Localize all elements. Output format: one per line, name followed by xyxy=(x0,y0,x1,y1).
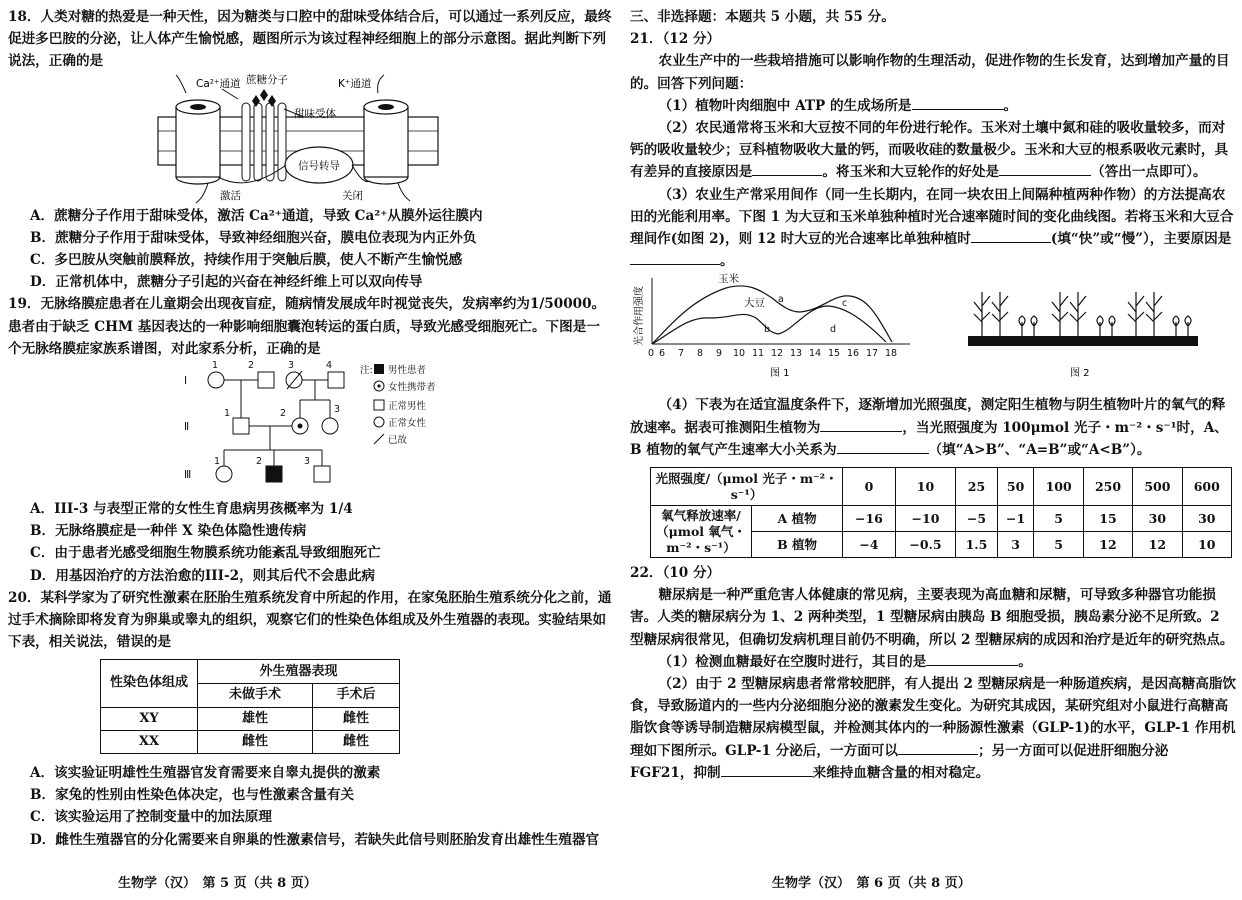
x-tick-label: 17 xyxy=(866,348,879,360)
table-cell: −0.5 xyxy=(895,532,956,558)
q19-option-a: A．III-3 与表型正常的女性生育患病男孩概率为 1/4 xyxy=(30,501,353,518)
x-tick-label: 9 xyxy=(716,348,723,360)
q21-p2-mid: 。将玉米和大豆轮作的好处是 xyxy=(822,164,1000,181)
q19-pedigree xyxy=(8,360,613,498)
pedigree-number: 4 xyxy=(326,360,333,372)
label-receptor: 甜味受体 xyxy=(294,107,336,120)
fig1-point: d xyxy=(830,324,837,336)
x-tick-label: 12 xyxy=(771,348,784,360)
pedigree-number: 1 xyxy=(212,360,219,372)
answer-blank[interactable] xyxy=(898,740,978,755)
q18-figure xyxy=(8,73,613,205)
table-cell: 雌性 xyxy=(313,707,400,730)
q21-part1 xyxy=(630,95,1236,117)
label-activate: 激活 xyxy=(220,189,241,202)
light-value: 250 xyxy=(1083,468,1132,506)
legend-affected-male: 男性患者 xyxy=(388,365,427,377)
q22-p1-text: （1）检测血糖最好在空腹时进行，其目的是 xyxy=(658,653,927,670)
table-cell: 5 xyxy=(1034,532,1083,558)
q19-option-c: C．由于患者光感受细胞生物膜系统功能紊乱导致细胞死亡 xyxy=(30,545,381,562)
gen-label: Ⅰ xyxy=(184,375,188,388)
q20-option-d: D．雌性生殖器官的分化需要来自卵巢的性激素信号，若缺失此信号则胚胎发育出雄性生殖器官 xyxy=(30,831,600,848)
answer-blank[interactable] xyxy=(999,161,1091,176)
row-label: A 植物 xyxy=(752,506,843,532)
table-cell: 30 xyxy=(1182,506,1231,532)
label-k-channel: K⁺通道 xyxy=(338,77,372,90)
table-cell: 3 xyxy=(997,532,1034,558)
label-close: 关闭 xyxy=(342,189,363,202)
figure-1-and-2 xyxy=(630,272,1236,394)
q21-part2 xyxy=(630,117,1236,184)
x-tick-label: 10 xyxy=(733,348,746,360)
x-tick-label: 18 xyxy=(885,348,898,360)
q19-option-d: D．用基因治疗的方法治愈的III-2，则其后代不会患此病 xyxy=(30,567,376,584)
th-o2: 氧气释放速率/（μmol 氧气・m⁻²・s⁻¹） xyxy=(651,506,752,558)
table-cell: −16 xyxy=(843,506,896,532)
th-composition: 性染色体组成 xyxy=(101,660,198,707)
x-tick-label: 16 xyxy=(847,348,860,360)
q21-intro: 农业生产中的一些栽培措施可以影响作物的生理活动，促进作物的生长发育，达到增加产量的目的。回答下列问题： xyxy=(630,53,1230,92)
fig1-caption: 图 1 xyxy=(770,368,790,380)
th-external: 外生殖器表现 xyxy=(198,660,400,684)
th-no-surgery: 未做手术 xyxy=(198,684,313,707)
q18-option-b: B．蔗糖分子作用于甜味受体，导致神经细胞兴奋，膜电位表现为内正外负 xyxy=(30,229,477,246)
light-value: 50 xyxy=(997,468,1034,506)
answer-blank[interactable] xyxy=(721,762,813,777)
table-cell: XY xyxy=(101,707,198,730)
q19-stem: 19．无脉络膜症患者在儿童期会出现夜盲症，随病情发展成年时视觉丧失，发病率约为1/50000。患者由于缺乏 CHM 基因表达的一种影响细胞囊泡转运的蛋白质，导致光感受细胞死亡。下图是一个无脉络膜症家族系谱图，对此家系分析，正确的是 xyxy=(8,296,606,357)
q18-option-d: D．正常机体中，蔗糖分子引起的兴奋在神经纤维上可以双向传导 xyxy=(30,274,423,291)
label-ca-channel: Ca²⁺通道 xyxy=(196,77,241,90)
q21-p1-end: 。 xyxy=(1003,97,1018,114)
table-cell: 12 xyxy=(1133,532,1182,558)
fig2-caption: 图 2 xyxy=(1070,368,1090,380)
q21-p3-mid: (填“快”或“慢”），主要原因是 xyxy=(1050,231,1232,248)
q21-figures xyxy=(630,272,1236,394)
x-tick-label: 15 xyxy=(828,348,841,360)
q22-head: 22．（10 分） xyxy=(630,565,721,582)
light-value: 10 xyxy=(895,468,956,506)
q20-option-a: A．该实验证明雄性生殖器官发育需要来自睾丸提供的激素 xyxy=(30,765,381,782)
q21-p4-end: （填“A>B”、“A=B”或“A<B”）。 xyxy=(928,441,1151,458)
q22-part1 xyxy=(630,651,1236,673)
answer-blank[interactable] xyxy=(837,439,929,454)
light-value: 500 xyxy=(1133,468,1182,506)
legend-normal-female: 正常女性 xyxy=(388,418,427,430)
fig1-point: a xyxy=(778,294,784,306)
q21-p4-mid: ，当光照强度为 100μmol 光子・m⁻²・s⁻¹时，A、B 植物的氧气产生速率大小关系为 xyxy=(630,419,1228,458)
light-value: 600 xyxy=(1182,468,1231,506)
q22-p2-text: （2）由于 2 型糖尿病患者常常较肥胖，有人提出 2 型糖尿病是一种肠道疾病，是因高糖高脂饮食，导致肠道内的一些内分泌细胞分泌的激素发生变化。为研究其成因，某研究组对小鼠进行高糖高脂饮食等诱导制造糖尿病模型鼠，并检测其体内的一种肠源性激素（GLP-1)的水平，GLP-1 作用机理如下图所示。GLP-1 分泌后，一方面可以 xyxy=(630,676,1237,759)
table-cell: 12 xyxy=(1083,532,1132,558)
q20-table xyxy=(100,659,400,754)
q21-part4 xyxy=(630,394,1236,461)
label-signal: 信号转导 xyxy=(298,159,340,172)
gen-label: Ⅱ xyxy=(184,421,190,434)
pedigree-number: 3 xyxy=(288,360,295,372)
row-label: B 植物 xyxy=(752,532,843,558)
light-value: 25 xyxy=(956,468,997,506)
left-page xyxy=(8,6,613,851)
section-heading: 三、非选择题：本题共 5 小题，共 55 分。 xyxy=(630,9,895,25)
q21-part3 xyxy=(630,184,1236,273)
q21-table-wrap xyxy=(630,461,1236,562)
fig1-point: b xyxy=(764,324,771,336)
q20-table-wrap xyxy=(8,653,613,762)
x-tick-label: 14 xyxy=(809,348,822,360)
pedigree-number: 1 xyxy=(224,408,231,420)
legend-title: 注: xyxy=(360,365,373,377)
gen-label: Ⅲ xyxy=(184,469,192,482)
legend-carrier-female: 女性携带者 xyxy=(388,382,436,394)
table-cell: 雌性 xyxy=(313,730,400,753)
q22-p2-end: 来维持血糖含量的相对稳定。 xyxy=(812,764,990,781)
table-cell: 雄性 xyxy=(198,707,313,730)
fig1-label-soy: 大豆 xyxy=(744,297,765,310)
q21-p1-text: （1）植物叶肉细胞中 ATP 的生成场所是 xyxy=(658,97,912,114)
x-tick-label: 7 xyxy=(678,348,685,360)
neuron-membrane-diagram xyxy=(8,73,613,205)
q18-stem: 18．人类对糖的热爱是一种天性，因为糖类与口腔中的甜味受体结合后，可以通过一系列反应，最终促进多巴胺的分泌，让人体产生愉悦感，题图所示为该过程神经细胞上的部分示意图。据此判断下列说法，正确的是 xyxy=(8,9,612,70)
answer-blank[interactable] xyxy=(752,161,822,176)
table-cell: XX xyxy=(101,730,198,753)
answer-blank[interactable] xyxy=(820,417,902,432)
x-tick-label: 6 xyxy=(659,348,666,360)
pedigree-number: 2 xyxy=(248,360,255,372)
table-cell: 1.5 xyxy=(956,532,997,558)
answer-blank[interactable] xyxy=(630,250,720,265)
legend-deceased: 已故 xyxy=(388,435,408,447)
table-cell: 10 xyxy=(1182,532,1231,558)
x-tick-label: 8 xyxy=(697,348,704,360)
q21-head: 21．（12 分） xyxy=(630,31,721,48)
pedigree-number: 2 xyxy=(280,408,287,420)
q21-p2-text: （2）农民通常将玉米和大豆按不同的年份进行轮作。玉米对土壤中氮和硅的吸收量较多，而对钙的吸收量较少；豆科植物吸收大量的钙，而吸收硅的数量极少。玉米和大豆的根系吸收元素时，具有差异的直接原因是 xyxy=(630,120,1229,181)
fig1-ylabel: 光合作用强度 xyxy=(634,286,645,347)
pedigree-number: 3 xyxy=(304,456,311,468)
right-page xyxy=(630,6,1236,784)
q18-option-c: C．多巴胺从突触前膜释放，持续作用于突触后膜，使人不断产生愉悦感 xyxy=(30,252,463,269)
q21-p3-end: 。 xyxy=(720,253,734,270)
q22-p2-mid: ；另一方面可以促进肝细胞分泌 FGF21，抑制 xyxy=(630,742,1169,781)
table-cell: −10 xyxy=(895,506,956,532)
q20-stem: 20．某科学家为了研究性激素在胚胎生殖系统发育中所起的作用，在家兔胚胎生殖系统分化之前，通过手术摘除即将发育为卵巢或睾丸的组织，观察它们的性染色体组成及外生殖器的表现。实验结果如下表，相关说法，错误的是 xyxy=(8,589,612,651)
pedigree-number: 3 xyxy=(334,404,341,416)
x-tick-label: 13 xyxy=(790,348,803,360)
th-after-surgery: 手术后 xyxy=(313,684,400,707)
th-light: 光照强度/（μmol 光子・m⁻²・s⁻¹） xyxy=(651,468,843,506)
q21-p3-text: （3）农业生产常采用间作（同一生长期内，在同一块农田上间隔种植两种作物）的方法提高农田的光能利用率。下图 1 为大豆和玉米单独种植时光合速率随时间的变化曲线图。若将玉米和大豆合理间作(如图 2)，则 12 时大豆的光合速率比单独种植时 xyxy=(630,186,1234,248)
q18-option-a: A．蔗糖分子作用于甜味受体，激活 Ca²⁺通道，导致 Ca²⁺从膜外运往膜内 xyxy=(30,207,483,224)
table-cell: −5 xyxy=(956,506,997,532)
light-value: 0 xyxy=(843,468,896,506)
table-cell: −1 xyxy=(997,506,1034,532)
table-cell: 雌性 xyxy=(198,730,313,753)
q21-table xyxy=(650,467,1232,558)
q20-option-b: B．家兔的性别由性染色体决定，也与性激素含量有关 xyxy=(30,787,355,804)
q19-option-b: B．无脉络膜症是一种伴 X 染色体隐性遗传病 xyxy=(30,523,307,540)
x-tick-label: 11 xyxy=(752,348,765,360)
answer-blank[interactable] xyxy=(971,228,1051,243)
fig1-label-corn: 玉米 xyxy=(718,273,739,286)
q21-p4-text: （4）下表为在适宜温度条件下，逐渐增加光照强度，测定阳生植物与阴生植物叶片的氧气的释放速率。据表可推测阳生植物为 xyxy=(630,397,1226,436)
label-sucrose: 蔗糖分子 xyxy=(246,73,288,86)
pedigree-number: 2 xyxy=(256,456,263,468)
table-cell: 15 xyxy=(1083,506,1132,532)
fig1-point: c xyxy=(842,298,848,310)
x-tick-label: 0 xyxy=(648,348,655,360)
fig1-x-ticks xyxy=(648,348,897,359)
q22-intro: 糖尿病是一种严重危害人体健康的常见病，主要表现为高血糖和尿糖，可导致多种器官功能损害。人类的糖尿病分为 1、2 两种类型，1 型糖尿病由胰岛 B 细胞受损，胰岛素分泌不足所致。2 型糖尿病很常见，但确切发病机理目前仍不明确，所以 2 型糖尿病的成因和治疗是近年的研究热点。 xyxy=(630,587,1234,648)
answer-blank[interactable] xyxy=(926,651,1018,666)
answer-blank[interactable] xyxy=(912,95,1004,110)
right-footer: 生物学（汉） 第 6 页（共 8 页） xyxy=(772,876,971,891)
q20-option-c: C．该实验运用了控制变量中的加法原理 xyxy=(30,809,272,826)
light-value: 100 xyxy=(1034,468,1083,506)
q22-part2 xyxy=(630,673,1236,784)
table-cell: −4 xyxy=(843,532,896,558)
legend-normal-male: 正常男性 xyxy=(388,401,427,413)
q22-p1-end: 。 xyxy=(1018,653,1032,670)
table-cell: 30 xyxy=(1133,506,1182,532)
pedigree-number: 1 xyxy=(214,456,221,468)
pedigree-chart xyxy=(8,360,613,498)
left-footer: 生物学（汉） 第 5 页（共 8 页） xyxy=(118,876,317,891)
q21-p2-end: （答出一点即可）。 xyxy=(1091,164,1207,181)
table-cell: 5 xyxy=(1034,506,1083,532)
